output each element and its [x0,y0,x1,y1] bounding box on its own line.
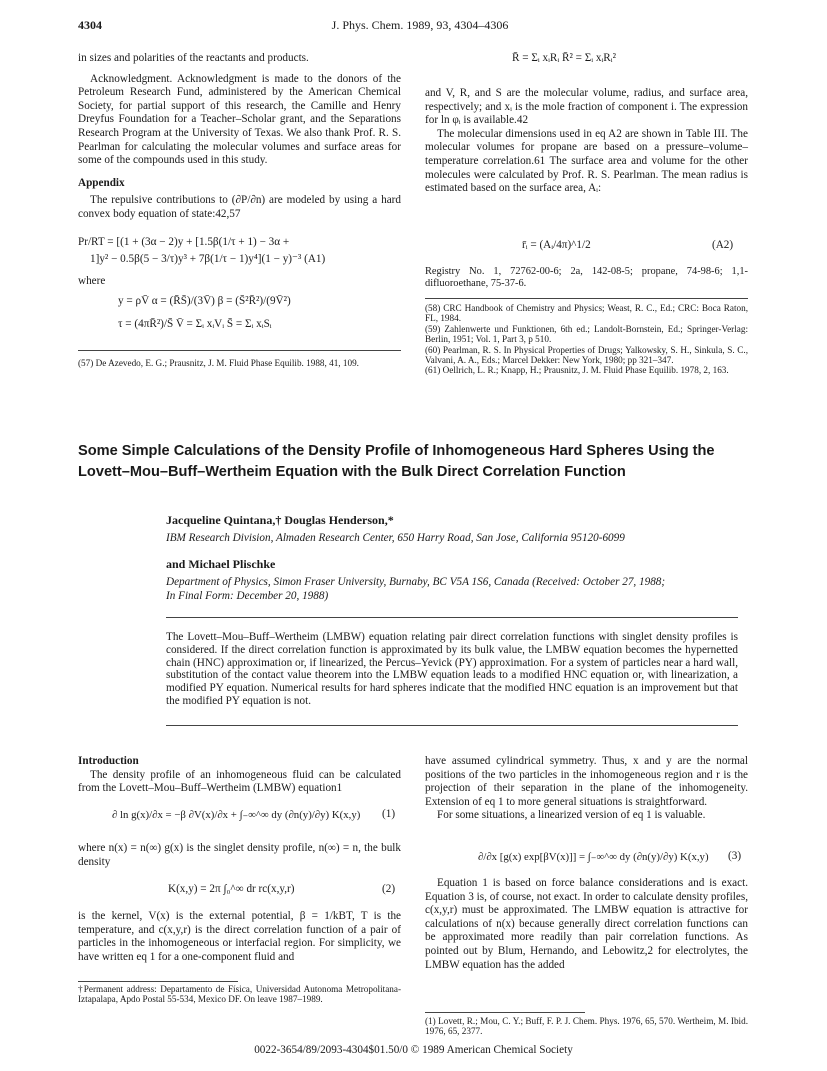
intro-paragraph-2: where n(x) = n(∞) g(x) is the singlet density profile, n(∞) = n, the bulk density [78,842,401,868]
intro-left-column [78,755,401,796]
affiliation-2-line1: Department of Physics, Simon Fraser University, Burnaby, BC V5A 1S6, Canada (Received: October 27, 1988; [166,576,666,588]
equation-3-number: (3) [728,850,742,862]
footnote-rule-intro-right [425,1012,585,1013]
authors-line-2: and Michael Plischke [166,557,276,571]
equation-3: ∂/∂x [g(x) exp[βV(x)]] = ∫₋∞^∞ dy (∂n(y)/∂y) K(x,y) [478,851,709,863]
intro-right-paragraph-3 [425,877,748,972]
abstract-rule-top [166,617,738,618]
eq-a1-line1: Pr/RT = [(1 + (3α − 2)y + [1.5β(1/τ + 1) − 3α + [78,236,290,248]
footnote-57: (57) De Azevedo, E. G.; Prausnitz, J. M. Fluid Phase Equilib. 1988, 41, 109. [78,358,359,368]
appendix-text: The repulsive contributions to (∂P/∂n) are modeled by using a hard convex body equation of state:42,57 [78,194,401,220]
footnote-dagger: †Permanent address: Departamento de Física, Universidad Autonoma Metropolitana-Iztapalapa, Apdo Postal 55-534, Mexico DF. On leave 1987–1989. [78,984,401,1005]
intro-right-paragraph-1: have assumed cylindrical symmetry. Thus, x and y are the normal positions of the two particles in the inhomogeneous region and r is the projection of their separation in the plane of the inhomogeneity. Extension of eq 1 to more general situations is straightforward. [425,755,748,808]
footnote-58: (58) CRC Handbook of Chemistry and Physics; Weast, R. C., Ed.; CRC: Boca Raton, FL, 1984. [425,303,748,324]
intro-right-column [425,755,748,823]
eq-a1-line2: 1]y² − 0.5β(5 − 3/τ)y³ + 7β(1/τ − 1)y⁴](1 − y)⁻³ (A1) [90,253,326,265]
abstract-rule-bottom [166,725,738,726]
prev-left-column [78,52,401,222]
footnote-rule-intro-left [78,981,238,982]
footnote-60: (60) Pearlman, R. S. In Physical Properties of Drugs; Yalkowsky, S. H., Sinkula, S. C., Valvani, A. A., Eds.; Marcel Dekker: New York, 1980; pp 321–347. [425,344,748,366]
prev-continuation: in sizes and polarities of the reactants and products. [78,52,309,64]
article-title: Some Simple Calculations of the Density Profile of Inhomogeneous Hard Spheres Using the Lovett–Mou–Buff–Wertheim Equation with the Bulk Direct Correlation Function [78,443,715,480]
footnote-rule-left [78,350,401,351]
authors-line-1: Jacqueline Quintana,† Douglas Henderson,* [166,513,394,527]
eq-r-mean: R̄ = Σᵢ xᵢRᵢ R̄² = Σᵢ xᵢRᵢ² [512,52,616,64]
equation-1: ∂ ln g(x)/∂x = −β ∂V(x)/∂x + ∫₋∞^∞ dy (∂n(y)/∂y) K(x,y) [112,809,361,821]
equation-2-number: (2) [382,883,396,895]
acknowledgment-paragraph: Acknowledgment. Acknowledgment is made to the donors of the Petroleum Research Fund, administered by the American Chemical Society, for partial support of this research, the Camille and Henry Dreyfus Foundation for a Teacher–Scholar grant, and the Separations Research Program at the University of Texas. We also thank Prof. R. S. Pearlman for calculating the molecular volumes and surface areas for some of the compounds used in this study. [78,72,401,167]
prev-right-paragraph-2: The molecular dimensions used in eq A2 are shown in Table III. The molecular volumes for propane are based on a pressure–volume–temperature correlation.61 The surface area and volume for the other molecules were calculated by Prof. R. S. Pearlman. The mean radius is estimated based on the surface area, Aᵢ: [425,127,748,195]
footnote-59: (59) Zahlenwerte und Funktionen, 6th ed.; Landolt-Bornstein, Ed.; Springer-Verlag: Berlin, 1951; Vol. 1, Part 3, p 510. [425,323,748,345]
intro-paragraph-1: The density profile of an inhomogeneous fluid can be calculated from the Lovett–Mou–Buff–Wertheim (LMBW) equation1 [78,768,401,795]
definitions-line2: τ = (4πR̄²)/S̄ V̄ = Σᵢ xᵢVᵢ S̄ = Σᵢ xᵢSᵢ [118,318,272,330]
footnote-rule-right [425,298,748,299]
intro-right-paragraph-2: For some situations, a linearized version of eq 1 is valuable. [437,809,706,822]
where-label: where [78,275,106,287]
footnote-1: (1) Lovett, R.; Mou, C. Y.; Buff, F. P. J. Chem. Phys. 1976, 65, 570. Wertheim, M. Ibid. 1976, 65, 2377. [425,1016,748,1037]
equation-1-number: (1) [382,808,396,820]
eq-a2: r̄ᵢ = (Aᵢ/4π)^1/2 [522,239,591,251]
registry-numbers: Registry No. 1, 72762-00-6; 2a, 142-08-5; propane, 74-98-6; 1,1-difluoroethane, 75-37-6. [425,266,748,290]
eq-a2-number: (A2) [712,239,734,251]
intro-right-paragraph-3-text: Equation 1 is based on force balance considerations and is exact. Equation 3 is, of course, not exact. In order to calculate density profiles, c(x,y,r) must be approximated. The LMBW equation is attractive for calculations of n(x) because generally direct correlation functions can be approximated more readily than pair correlation functions. As pointed out by Blum, Hernando, and Lebowitz,2 for electrolytes, the LMBW equation has the added [425,877,748,971]
footnote-61: (61) Oellrich, L. R.; Knapp, H.; Prausnitz, J. M. Fluid Phase Equilib. 1978, 2, 163. [425,365,729,376]
page-number: 4304 [78,18,102,32]
equation-2: K(x,y) = 2π ∫₀^∞ dr rc(x,y,r) [168,883,295,895]
intro-heading: Introduction [78,755,139,767]
page-footer: 0022-3654/89/2093-4304$01.50/0 © 1989 American Chemical Society [254,1044,573,1056]
footnotes-right [425,303,748,376]
affiliation-1: IBM Research Division, Almaden Research Center, 650 Harry Road, San Jose, California 95120-6099 [166,532,625,544]
prev-right-column [425,87,748,196]
appendix-heading: Appendix [78,176,125,189]
intro-paragraph-3: is the kernel, V(x) is the external potential, β = 1/kBT, T is the temperature, and c(x,y,r) is the direct correlation function of a pair of particles in the inhomogeneous or interfacial region. For simplicity, we have written eq 1 for a one-component fluid and [78,910,401,963]
prev-right-paragraph-1: and V, R, and S are the molecular volume, radius, and surface area, respectively; and xᵢ is the mole fraction of component i. The expression for ln φᵢ is available.42 [425,87,748,127]
abstract: The Lovett–Mou–Buff–Wertheim (LMBW) equation relating pair direct correlation functions with singlet density profiles is considered. If the direct correlation function is approximated by its bulk value, the LMBW equation becomes the hypernetted chain (HNC) approximation or, if linearized, the Percus–Yevick (PY) approximation. For a system of particles near a hard wall, substitution of the contact value theorem into the LMBW equation leads to a modified HNC equation or, with linearization, a modified PY equation. Numerical results for hard spheres indicate that the modified HNC equation is an improvement but that the modified PY equation is not. [166,631,738,707]
affiliation-2-line2: In Final Form: December 20, 1988) [166,590,329,602]
definitions-line1: y = ρV̄ α = (R̄S̄)/(3V̄) β = (S̄²R̄²)/(9V̄²) [118,295,291,307]
running-head: J. Phys. Chem. 1989, 93, 4304–4306 [331,18,509,32]
